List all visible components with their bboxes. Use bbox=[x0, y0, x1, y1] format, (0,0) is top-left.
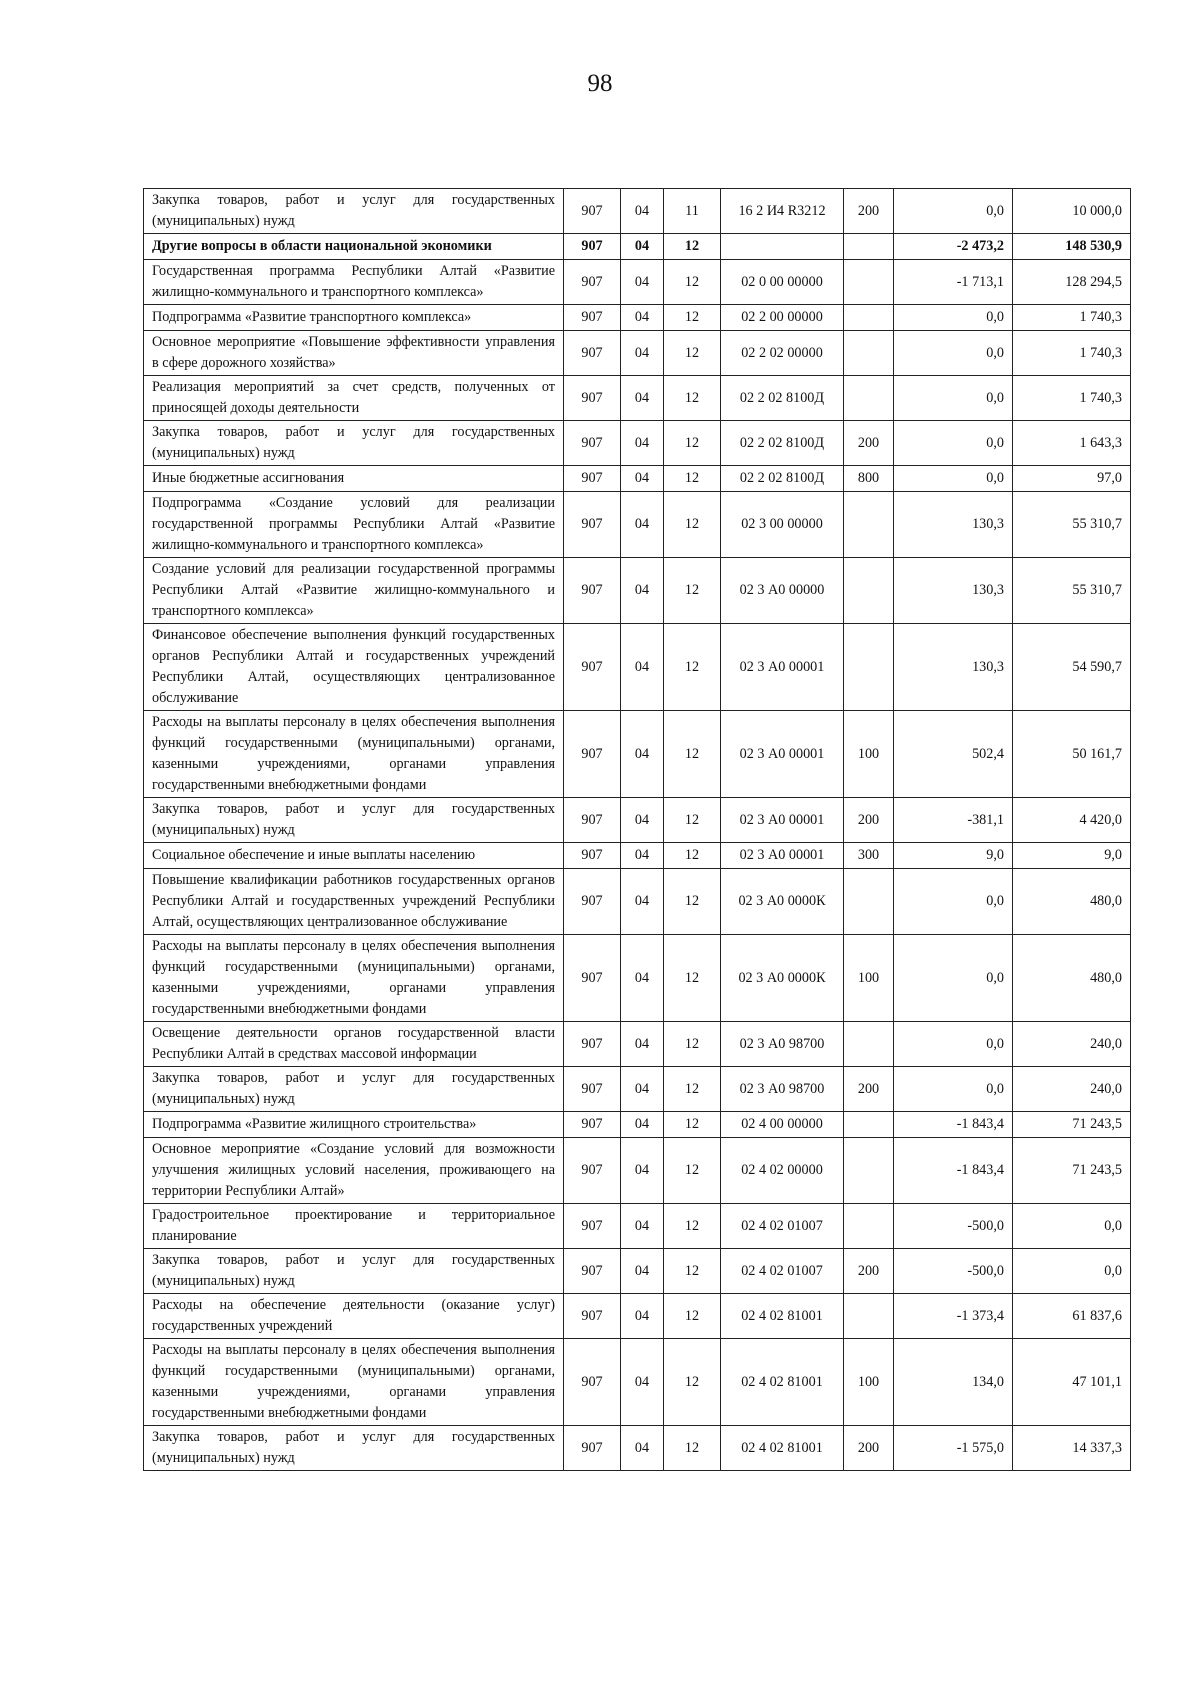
ministry-code-cell: 907 bbox=[564, 1249, 621, 1294]
ministry-code-cell: 907 bbox=[564, 869, 621, 935]
change-amount-cell: 130,3 bbox=[894, 492, 1013, 558]
name-cell: Расходы на выплаты персоналу в целях обеспечения выполнения функций государственными (муниципальными) органами, казенными учреждениями, органами управления государственными внебюджетными фондами bbox=[144, 1339, 564, 1426]
target-article-cell: 02 4 02 01007 bbox=[721, 1249, 844, 1294]
name-cell: Создание условий для реализации государственной программы Республики Алтай «Развитие жилищно-коммунального и транспортного комплекса» bbox=[144, 558, 564, 624]
name-cell: Закупка товаров, работ и услуг для государственных (муниципальных) нужд bbox=[144, 798, 564, 843]
expense-type-cell: 200 bbox=[844, 1249, 894, 1294]
section-code-cell: 04 bbox=[621, 869, 664, 935]
total-amount-cell: 71 243,5 bbox=[1013, 1112, 1131, 1138]
section-code-cell: 04 bbox=[621, 711, 664, 798]
name-cell: Закупка товаров, работ и услуг для государственных (муниципальных) нужд bbox=[144, 421, 564, 466]
change-amount-cell: 134,0 bbox=[894, 1339, 1013, 1426]
name-cell: Подпрограмма «Создание условий для реализации государственной программы Республики Алтай «Развитие жилищно-коммунального и транспортного комплекса» bbox=[144, 492, 564, 558]
change-amount-cell: 502,4 bbox=[894, 711, 1013, 798]
section-code-cell: 04 bbox=[621, 305, 664, 331]
subsection-code-cell: 12 bbox=[664, 466, 721, 492]
ministry-code-cell: 907 bbox=[564, 1138, 621, 1204]
table-row bbox=[144, 260, 1131, 305]
expense-type-cell bbox=[844, 305, 894, 331]
subsection-code-cell: 12 bbox=[664, 1204, 721, 1249]
name-cell: Основное мероприятие «Повышение эффективности управления в сфере дорожного хозяйства» bbox=[144, 331, 564, 376]
target-article-cell: 02 3 А0 98700 bbox=[721, 1022, 844, 1067]
total-amount-cell: 14 337,3 bbox=[1013, 1426, 1131, 1471]
name-cell: Основное мероприятие «Создание условий для возможности улучшения жилищных условий населения, проживающего на территории Республики Алтай» bbox=[144, 1138, 564, 1204]
change-amount-cell: -1 575,0 bbox=[894, 1426, 1013, 1471]
section-code-cell: 04 bbox=[621, 1112, 664, 1138]
name-cell: Другие вопросы в области национальной экономики bbox=[144, 234, 564, 260]
target-article-cell: 02 0 00 00000 bbox=[721, 260, 844, 305]
subsection-code-cell: 12 bbox=[664, 1249, 721, 1294]
target-article-cell: 02 3 А0 00001 bbox=[721, 843, 844, 869]
total-amount-cell: 47 101,1 bbox=[1013, 1339, 1131, 1426]
target-article-cell: 02 2 02 8100Д bbox=[721, 421, 844, 466]
expense-type-cell: 200 bbox=[844, 1426, 894, 1471]
ministry-code-cell: 907 bbox=[564, 234, 621, 260]
total-amount-cell: 55 310,7 bbox=[1013, 492, 1131, 558]
change-amount-cell: 0,0 bbox=[894, 376, 1013, 421]
section-code-cell: 04 bbox=[621, 1294, 664, 1339]
target-article-cell: 02 3 А0 00001 bbox=[721, 624, 844, 711]
section-code-cell: 04 bbox=[621, 189, 664, 234]
section-code-cell: 04 bbox=[621, 1204, 664, 1249]
ministry-code-cell: 907 bbox=[564, 1294, 621, 1339]
expense-type-cell: 300 bbox=[844, 843, 894, 869]
expense-type-cell bbox=[844, 1138, 894, 1204]
subsection-code-cell: 12 bbox=[664, 421, 721, 466]
ministry-code-cell: 907 bbox=[564, 466, 621, 492]
subsection-code-cell: 12 bbox=[664, 492, 721, 558]
table-row bbox=[144, 1294, 1131, 1339]
change-amount-cell: -1 843,4 bbox=[894, 1112, 1013, 1138]
expense-type-cell bbox=[844, 1204, 894, 1249]
total-amount-cell: 4 420,0 bbox=[1013, 798, 1131, 843]
table-row bbox=[144, 1426, 1131, 1471]
name-cell: Финансовое обеспечение выполнения функций государственных органов Республики Алтай и государственных учреждений Республики Алтай, осуществляющих централизованное обслуживание bbox=[144, 624, 564, 711]
name-cell: Государственная программа Республики Алтай «Развитие жилищно-коммунального и транспортного комплекса» bbox=[144, 260, 564, 305]
total-amount-cell: 71 243,5 bbox=[1013, 1138, 1131, 1204]
table-row bbox=[144, 1022, 1131, 1067]
ministry-code-cell: 907 bbox=[564, 1112, 621, 1138]
total-amount-cell: 1 740,3 bbox=[1013, 305, 1131, 331]
total-amount-cell: 240,0 bbox=[1013, 1067, 1131, 1112]
change-amount-cell: 0,0 bbox=[894, 1067, 1013, 1112]
expense-type-cell bbox=[844, 1112, 894, 1138]
expense-type-cell bbox=[844, 331, 894, 376]
target-article-cell: 02 3 А0 0000К bbox=[721, 869, 844, 935]
section-code-cell: 04 bbox=[621, 1067, 664, 1112]
name-cell: Социальное обеспечение и иные выплаты населению bbox=[144, 843, 564, 869]
name-cell: Закупка товаров, работ и услуг для государственных (муниципальных) нужд bbox=[144, 189, 564, 234]
change-amount-cell: 130,3 bbox=[894, 624, 1013, 711]
target-article-cell: 16 2 И4 R3212 bbox=[721, 189, 844, 234]
target-article-cell: 02 4 02 01007 bbox=[721, 1204, 844, 1249]
table-row bbox=[144, 798, 1131, 843]
section-code-cell: 04 bbox=[621, 624, 664, 711]
target-article-cell: 02 2 02 8100Д bbox=[721, 376, 844, 421]
change-amount-cell: -1 713,1 bbox=[894, 260, 1013, 305]
change-amount-cell: 0,0 bbox=[894, 189, 1013, 234]
table-row bbox=[144, 305, 1131, 331]
ministry-code-cell: 907 bbox=[564, 1022, 621, 1067]
section-code-cell: 04 bbox=[621, 234, 664, 260]
section-code-cell: 04 bbox=[621, 1138, 664, 1204]
section-code-cell: 04 bbox=[621, 1022, 664, 1067]
total-amount-cell: 1 643,3 bbox=[1013, 421, 1131, 466]
ministry-code-cell: 907 bbox=[564, 1426, 621, 1471]
target-article-cell: 02 4 02 81001 bbox=[721, 1339, 844, 1426]
change-amount-cell: 0,0 bbox=[894, 331, 1013, 376]
expense-type-cell: 100 bbox=[844, 1339, 894, 1426]
expense-type-cell bbox=[844, 260, 894, 305]
subsection-code-cell: 12 bbox=[664, 1426, 721, 1471]
section-code-cell: 04 bbox=[621, 331, 664, 376]
subsection-code-cell: 12 bbox=[664, 1022, 721, 1067]
ministry-code-cell: 907 bbox=[564, 843, 621, 869]
target-article-cell: 02 4 00 00000 bbox=[721, 1112, 844, 1138]
expense-type-cell bbox=[844, 376, 894, 421]
subsection-code-cell: 12 bbox=[664, 305, 721, 331]
change-amount-cell: 0,0 bbox=[894, 935, 1013, 1022]
table-row bbox=[144, 843, 1131, 869]
name-cell: Повышение квалификации работников государственных органов Республики Алтай и государственных учреждений Республики Алтай, осуществляющих централизованное обслуживание bbox=[144, 869, 564, 935]
ministry-code-cell: 907 bbox=[564, 624, 621, 711]
table-row bbox=[144, 711, 1131, 798]
ministry-code-cell: 907 bbox=[564, 376, 621, 421]
expense-type-cell bbox=[844, 1022, 894, 1067]
target-article-cell: 02 3 00 00000 bbox=[721, 492, 844, 558]
subsection-code-cell: 12 bbox=[664, 376, 721, 421]
ministry-code-cell: 907 bbox=[564, 1339, 621, 1426]
section-code-cell: 04 bbox=[621, 421, 664, 466]
subsection-code-cell: 12 bbox=[664, 624, 721, 711]
expense-type-cell bbox=[844, 1294, 894, 1339]
subsection-code-cell: 12 bbox=[664, 1112, 721, 1138]
expense-type-cell bbox=[844, 234, 894, 260]
subsection-code-cell: 11 bbox=[664, 189, 721, 234]
target-article-cell: 02 3 А0 00001 bbox=[721, 798, 844, 843]
table-row bbox=[144, 1204, 1131, 1249]
change-amount-cell: 0,0 bbox=[894, 305, 1013, 331]
total-amount-cell: 97,0 bbox=[1013, 466, 1131, 492]
expense-type-cell: 200 bbox=[844, 1067, 894, 1112]
ministry-code-cell: 907 bbox=[564, 260, 621, 305]
name-cell: Закупка товаров, работ и услуг для государственных (муниципальных) нужд bbox=[144, 1249, 564, 1294]
subsection-code-cell: 12 bbox=[664, 869, 721, 935]
subsection-code-cell: 12 bbox=[664, 1138, 721, 1204]
ministry-code-cell: 907 bbox=[564, 1204, 621, 1249]
table-row bbox=[144, 1339, 1131, 1426]
change-amount-cell: -2 473,2 bbox=[894, 234, 1013, 260]
target-article-cell: 02 3 А0 98700 bbox=[721, 1067, 844, 1112]
table-row bbox=[144, 869, 1131, 935]
total-amount-cell: 480,0 bbox=[1013, 869, 1131, 935]
table-row bbox=[144, 331, 1131, 376]
table-row bbox=[144, 376, 1131, 421]
table-row bbox=[144, 1249, 1131, 1294]
total-amount-cell: 0,0 bbox=[1013, 1249, 1131, 1294]
section-code-cell: 04 bbox=[621, 492, 664, 558]
section-code-cell: 04 bbox=[621, 935, 664, 1022]
section-code-cell: 04 bbox=[621, 466, 664, 492]
ministry-code-cell: 907 bbox=[564, 1067, 621, 1112]
table-row bbox=[144, 1067, 1131, 1112]
table-row bbox=[144, 492, 1131, 558]
subsection-code-cell: 12 bbox=[664, 234, 721, 260]
total-amount-cell: 148 530,9 bbox=[1013, 234, 1131, 260]
name-cell: Освещение деятельности органов государственной власти Республики Алтай в средствах массовой информации bbox=[144, 1022, 564, 1067]
ministry-code-cell: 907 bbox=[564, 305, 621, 331]
table-body bbox=[144, 189, 1131, 1471]
expense-type-cell bbox=[844, 624, 894, 711]
total-amount-cell: 480,0 bbox=[1013, 935, 1131, 1022]
total-amount-cell: 54 590,7 bbox=[1013, 624, 1131, 711]
change-amount-cell: -500,0 bbox=[894, 1249, 1013, 1294]
ministry-code-cell: 907 bbox=[564, 798, 621, 843]
ministry-code-cell: 907 bbox=[564, 189, 621, 234]
total-amount-cell: 10 000,0 bbox=[1013, 189, 1131, 234]
expense-type-cell: 100 bbox=[844, 711, 894, 798]
table-row bbox=[144, 1112, 1131, 1138]
target-article-cell: 02 2 02 8100Д bbox=[721, 466, 844, 492]
total-amount-cell: 55 310,7 bbox=[1013, 558, 1131, 624]
total-amount-cell: 50 161,7 bbox=[1013, 711, 1131, 798]
change-amount-cell: 0,0 bbox=[894, 1022, 1013, 1067]
expense-type-cell: 200 bbox=[844, 189, 894, 234]
target-article-cell: 02 4 02 81001 bbox=[721, 1426, 844, 1471]
change-amount-cell: 0,0 bbox=[894, 869, 1013, 935]
name-cell: Расходы на обеспечение деятельности (оказание услуг) государственных учреждений bbox=[144, 1294, 564, 1339]
section-code-cell: 04 bbox=[621, 1339, 664, 1426]
subsection-code-cell: 12 bbox=[664, 1067, 721, 1112]
total-amount-cell: 9,0 bbox=[1013, 843, 1131, 869]
section-code-cell: 04 bbox=[621, 1426, 664, 1471]
budget-table bbox=[143, 188, 1131, 1471]
subsection-code-cell: 12 bbox=[664, 843, 721, 869]
expense-type-cell: 100 bbox=[844, 935, 894, 1022]
table-row bbox=[144, 935, 1131, 1022]
subsection-code-cell: 12 bbox=[664, 558, 721, 624]
table-row bbox=[144, 558, 1131, 624]
total-amount-cell: 1 740,3 bbox=[1013, 331, 1131, 376]
section-code-cell: 04 bbox=[621, 260, 664, 305]
subsection-code-cell: 12 bbox=[664, 935, 721, 1022]
table-row bbox=[144, 421, 1131, 466]
total-amount-cell: 240,0 bbox=[1013, 1022, 1131, 1067]
total-amount-cell: 61 837,6 bbox=[1013, 1294, 1131, 1339]
table-row bbox=[144, 466, 1131, 492]
name-cell: Подпрограмма «Развитие жилищного строительства» bbox=[144, 1112, 564, 1138]
expense-type-cell bbox=[844, 558, 894, 624]
name-cell: Закупка товаров, работ и услуг для государственных (муниципальных) нужд bbox=[144, 1067, 564, 1112]
ministry-code-cell: 907 bbox=[564, 711, 621, 798]
section-code-cell: 04 bbox=[621, 798, 664, 843]
change-amount-cell: -1 373,4 bbox=[894, 1294, 1013, 1339]
change-amount-cell: -381,1 bbox=[894, 798, 1013, 843]
total-amount-cell: 1 740,3 bbox=[1013, 376, 1131, 421]
change-amount-cell: -1 843,4 bbox=[894, 1138, 1013, 1204]
ministry-code-cell: 907 bbox=[564, 421, 621, 466]
total-amount-cell: 0,0 bbox=[1013, 1204, 1131, 1249]
expense-type-cell: 200 bbox=[844, 421, 894, 466]
subsection-code-cell: 12 bbox=[664, 711, 721, 798]
name-cell: Расходы на выплаты персоналу в целях обеспечения выполнения функций государственными (муниципальными) органами, казенными учреждениями, органами управления государственными внебюджетными фондами bbox=[144, 935, 564, 1022]
expense-type-cell: 200 bbox=[844, 798, 894, 843]
subsection-code-cell: 12 bbox=[664, 1294, 721, 1339]
name-cell: Закупка товаров, работ и услуг для государственных (муниципальных) нужд bbox=[144, 1426, 564, 1471]
target-article-cell: 02 2 02 00000 bbox=[721, 331, 844, 376]
target-article-cell: 02 2 00 00000 bbox=[721, 305, 844, 331]
name-cell: Подпрограмма «Развитие транспортного комплекса» bbox=[144, 305, 564, 331]
subsection-code-cell: 12 bbox=[664, 1339, 721, 1426]
table-row bbox=[144, 189, 1131, 234]
target-article-cell: 02 4 02 00000 bbox=[721, 1138, 844, 1204]
expense-type-cell: 800 bbox=[844, 466, 894, 492]
target-article-cell bbox=[721, 234, 844, 260]
target-article-cell: 02 3 А0 00001 bbox=[721, 711, 844, 798]
section-code-cell: 04 bbox=[621, 1249, 664, 1294]
name-cell: Иные бюджетные ассигнования bbox=[144, 466, 564, 492]
subsection-code-cell: 12 bbox=[664, 798, 721, 843]
change-amount-cell: 0,0 bbox=[894, 421, 1013, 466]
expense-type-cell bbox=[844, 869, 894, 935]
expense-type-cell bbox=[844, 492, 894, 558]
target-article-cell: 02 3 А0 00000 bbox=[721, 558, 844, 624]
subsection-code-cell: 12 bbox=[664, 260, 721, 305]
subsection-code-cell: 12 bbox=[664, 331, 721, 376]
section-code-cell: 04 bbox=[621, 558, 664, 624]
name-cell: Градостроительное проектирование и территориальное планирование bbox=[144, 1204, 564, 1249]
section-code-cell: 04 bbox=[621, 376, 664, 421]
page-number: 98 bbox=[587, 70, 613, 97]
table-row bbox=[144, 1138, 1131, 1204]
ministry-code-cell: 907 bbox=[564, 331, 621, 376]
name-cell: Расходы на выплаты персоналу в целях обеспечения выполнения функций государственными (муниципальными) органами, казенными учреждениями, органами управления государственными внебюджетными фондами bbox=[144, 711, 564, 798]
target-article-cell: 02 4 02 81001 bbox=[721, 1294, 844, 1339]
target-article-cell: 02 3 А0 0000К bbox=[721, 935, 844, 1022]
table-row bbox=[144, 234, 1131, 260]
total-amount-cell: 128 294,5 bbox=[1013, 260, 1131, 305]
table-row bbox=[144, 624, 1131, 711]
ministry-code-cell: 907 bbox=[564, 492, 621, 558]
change-amount-cell: -500,0 bbox=[894, 1204, 1013, 1249]
change-amount-cell: 9,0 bbox=[894, 843, 1013, 869]
ministry-code-cell: 907 bbox=[564, 935, 621, 1022]
ministry-code-cell: 907 bbox=[564, 558, 621, 624]
change-amount-cell: 0,0 bbox=[894, 466, 1013, 492]
change-amount-cell: 130,3 bbox=[894, 558, 1013, 624]
section-code-cell: 04 bbox=[621, 843, 664, 869]
name-cell: Реализация мероприятий за счет средств, полученных от приносящей доходы деятельности bbox=[144, 376, 564, 421]
